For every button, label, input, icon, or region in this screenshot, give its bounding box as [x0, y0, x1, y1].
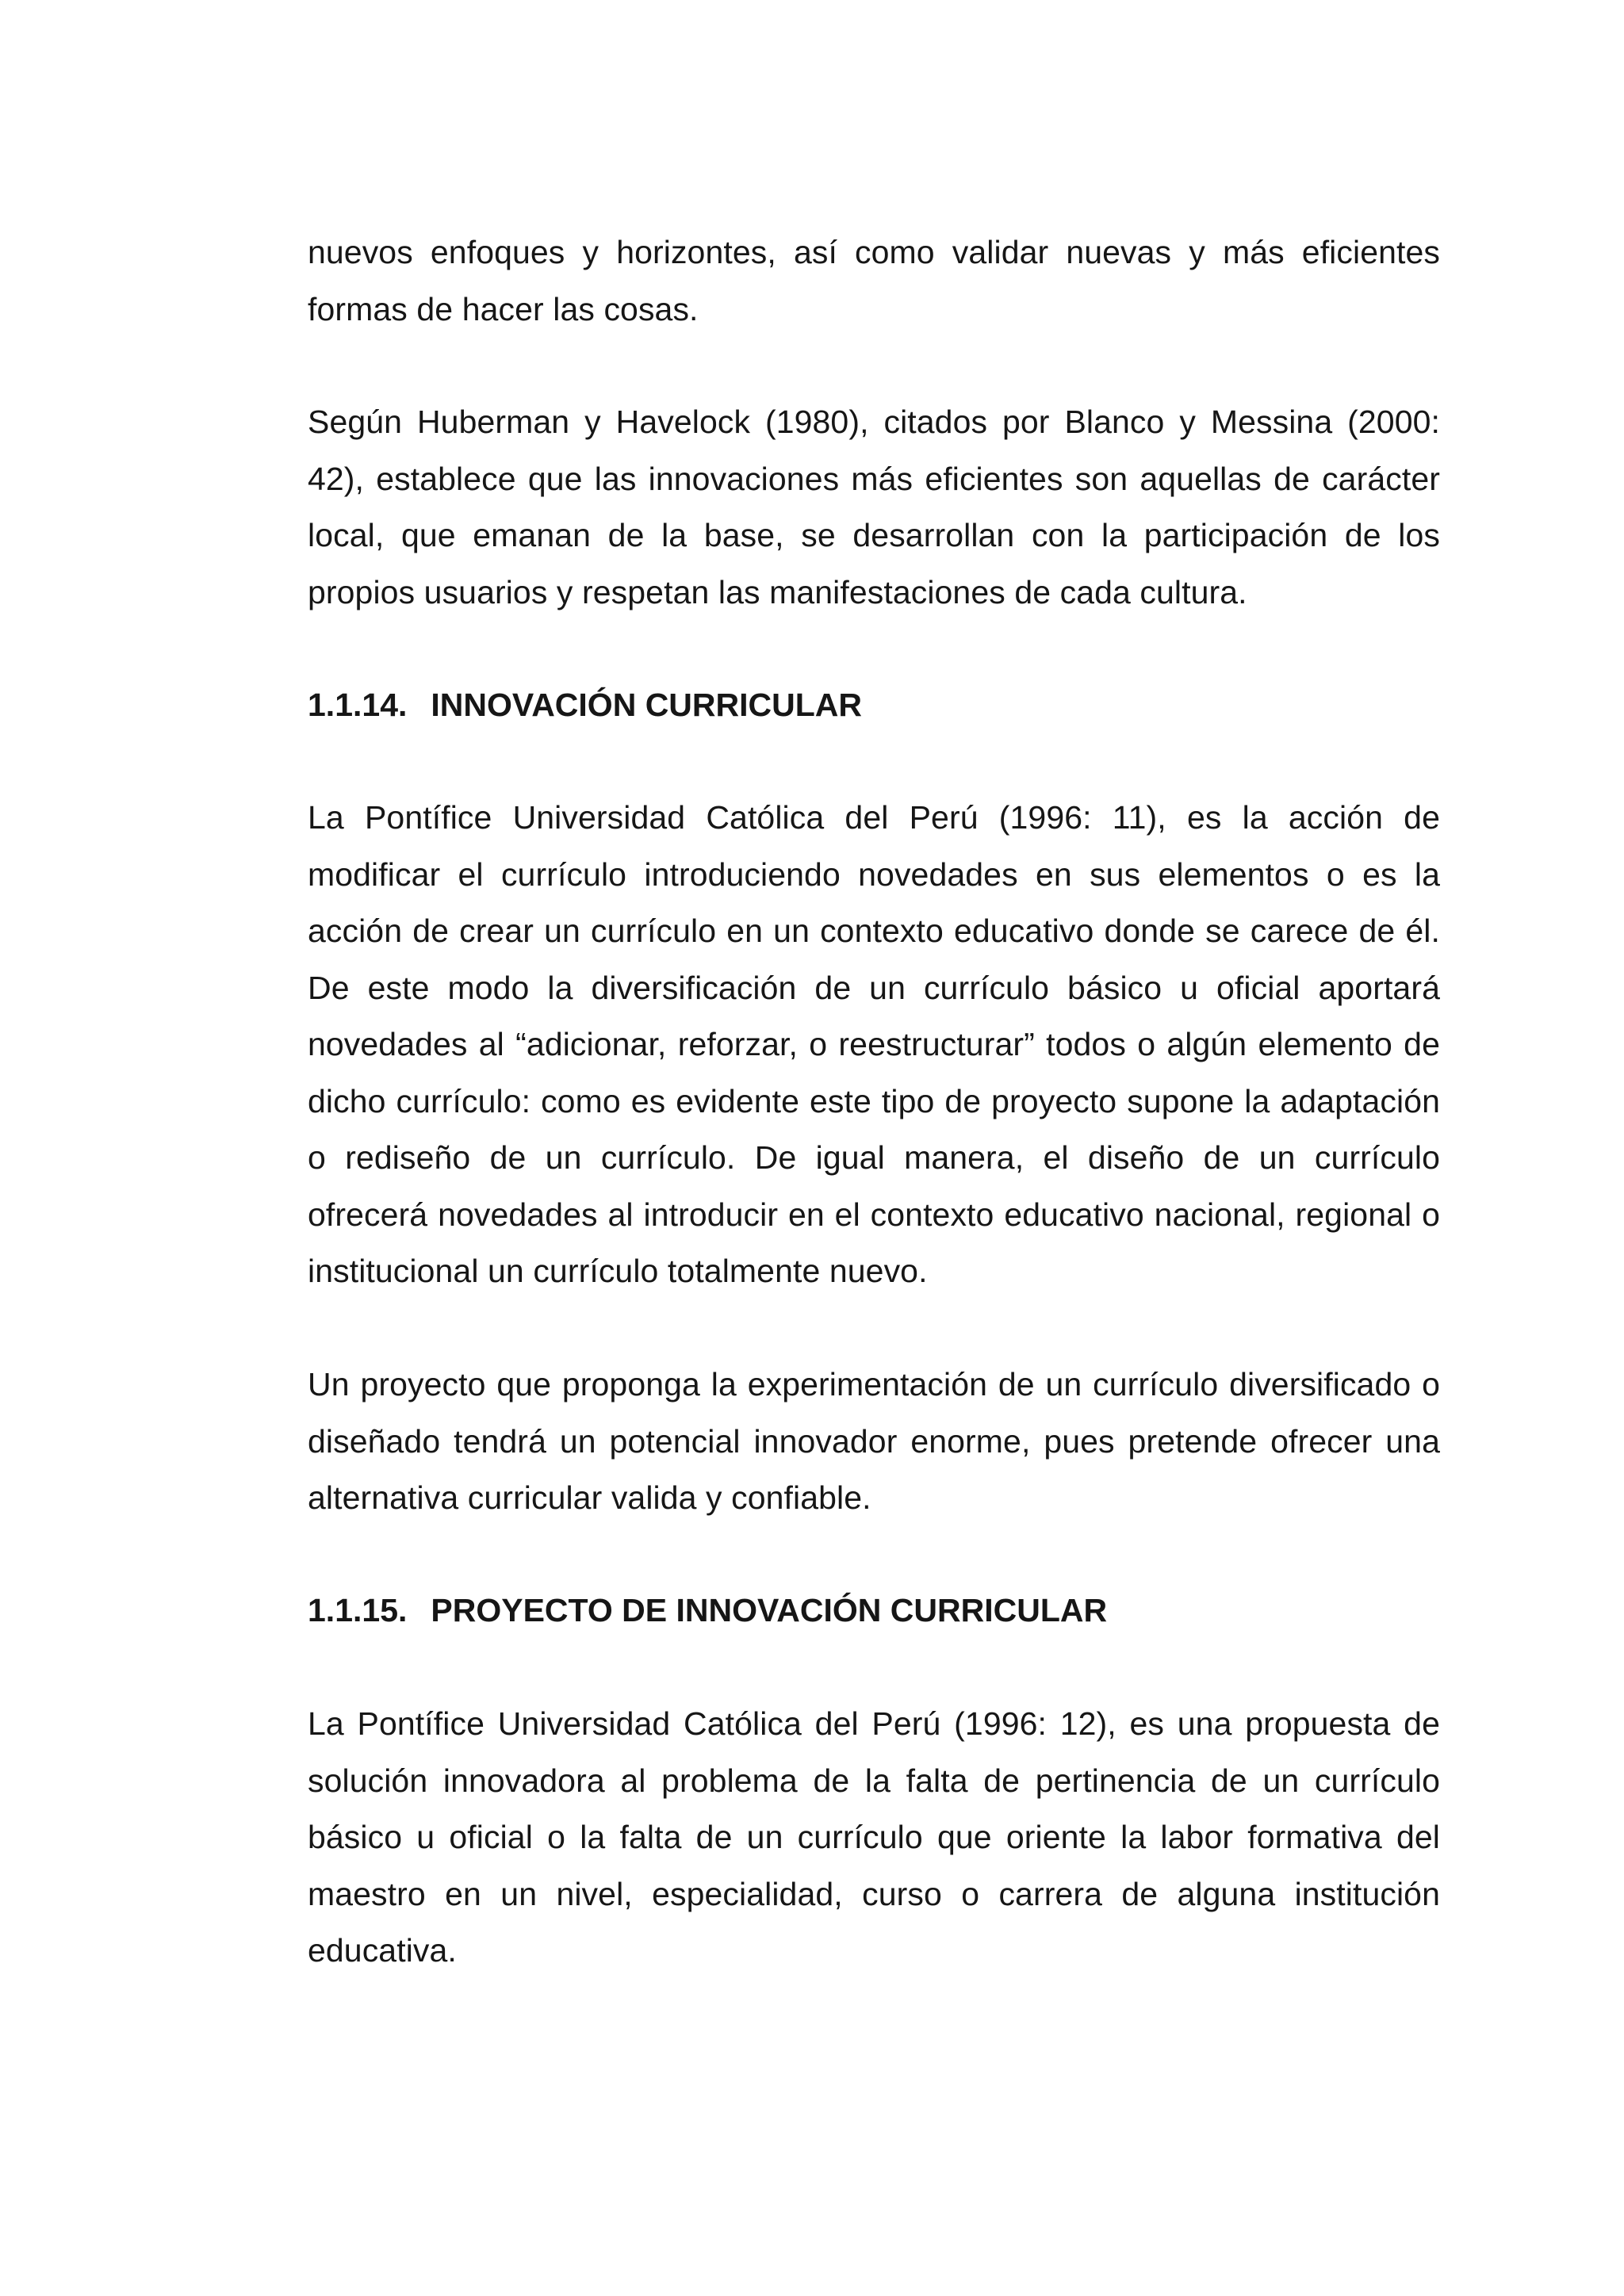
paragraph-innovacion-curricular-definition: La Pontífice Universidad Católica del Perú (1996: 11), es la acción de modificar el currículo introduciendo novedades en sus elementos o es la acción de crear un currículo en un contexto educativo donde se carece de él. De este modo la diversificación de un currículo básico u oficial aportará novedades al “adicionar, reforzar, o reestructurar” todos o algún elemento de dicho currículo: como es evidente este tipo de proyecto supone la adaptación o rediseño de un currículo. De igual manera, el diseño de un currículo ofrecerá novedades al introducir en el contexto educativo nacional, regional o institucional un currículo totalmente nuevo.	[308, 799, 1440, 1289]
paragraph-proyecto-experimentacion: Un proyecto que proponga la experimentación de un currículo diversificado o diseñado tendrá un potencial innovador enorme, pues pretende ofrecer una alternativa curricular valida y confiable.	[308, 1366, 1440, 1516]
paragraph-continuation: nuevos enfoques y horizontes, así como validar nuevas y más eficientes formas de hacer las cosas.	[308, 234, 1440, 327]
section-heading-innovacion-curricular	[308, 677, 862, 734]
section-heading-proyecto-innovacion-curricular	[308, 1582, 1107, 1640]
section-number: 1.1.15.	[308, 1592, 408, 1628]
section-title: PROYECTO DE INNOVACIÓN CURRICULAR	[431, 1592, 1108, 1628]
section-number: 1.1.14.	[308, 687, 408, 723]
section-title: INNOVACIÓN CURRICULAR	[431, 687, 863, 723]
paragraph-huberman-havelock: Según Huberman y Havelock (1980), citados por Blanco y Messina (2000: 42), establece que las innovaciones más eficientes son aquellas de carácter local, que emanan de la base, se desarrollan con la participación de los propios usuarios y respetan las manifestaciones de cada cultura.	[308, 404, 1440, 610]
paragraph-proyecto-definition: La Pontífice Universidad Católica del Perú (1996: 12), es una propuesta de solución innovadora al problema de la falta de pertinencia de un currículo básico u oficial o la falta de un currículo que oriente la labor formativa del maestro en un nivel, especialidad, curso o carrera de alguna institución educativa.	[308, 1705, 1440, 1969]
